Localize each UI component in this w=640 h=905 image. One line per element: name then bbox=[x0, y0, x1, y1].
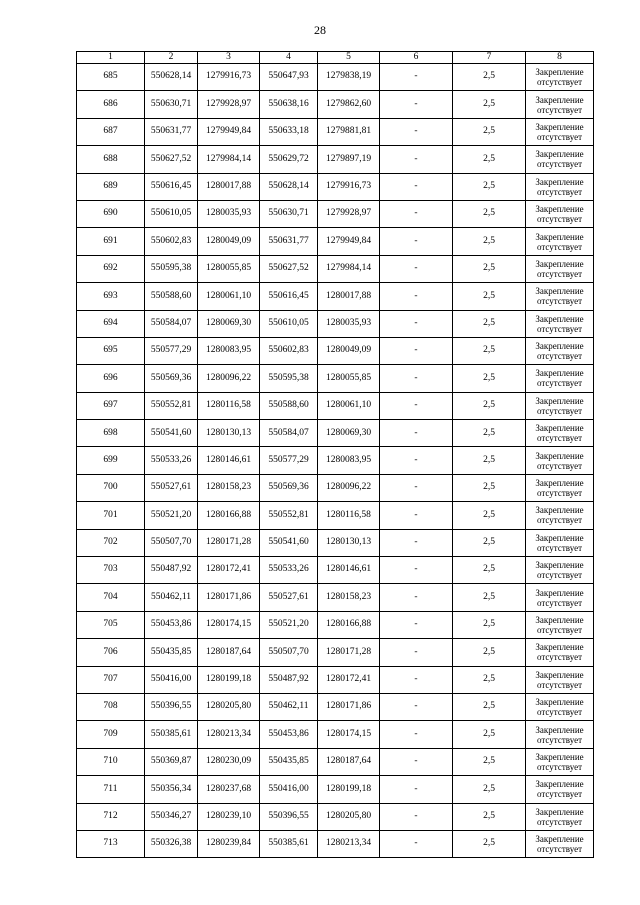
x-coordinate: 550527,61 bbox=[145, 474, 198, 501]
table-row bbox=[77, 666, 594, 693]
x-coordinate-prev: 550647,93 bbox=[260, 64, 318, 91]
table-row bbox=[77, 693, 594, 720]
fixation-note: Закрепление отсутствует bbox=[526, 639, 594, 666]
point-number: 710 bbox=[77, 748, 145, 775]
y-coordinate-prev: 1280049,09 bbox=[318, 337, 380, 364]
x-coordinate-prev: 550396,55 bbox=[260, 803, 318, 830]
point-number: 696 bbox=[77, 365, 145, 392]
x-coordinate-prev: 550577,29 bbox=[260, 447, 318, 474]
x-coordinate-prev: 550521,20 bbox=[260, 611, 318, 638]
fixation-note: Закрепление отсутствует bbox=[526, 228, 594, 255]
column-6-value: - bbox=[380, 420, 453, 447]
accuracy-value: 2,5 bbox=[453, 447, 526, 474]
point-number: 697 bbox=[77, 392, 145, 419]
column-6-value: - bbox=[380, 255, 453, 282]
y-coordinate-prev: 1280174,15 bbox=[318, 721, 380, 748]
point-number: 700 bbox=[77, 474, 145, 501]
accuracy-value: 2,5 bbox=[453, 255, 526, 282]
table-row bbox=[77, 502, 594, 529]
accuracy-value: 2,5 bbox=[453, 474, 526, 501]
fixation-note: Закрепление отсутствует bbox=[526, 64, 594, 91]
y-coordinate: 1279916,73 bbox=[198, 64, 260, 91]
fixation-note: Закрепление отсутствует bbox=[526, 803, 594, 830]
point-number: 706 bbox=[77, 639, 145, 666]
y-coordinate-prev: 1279897,19 bbox=[318, 146, 380, 173]
accuracy-value: 2,5 bbox=[453, 502, 526, 529]
column-6-value: - bbox=[380, 392, 453, 419]
fixation-note: Закрепление отсутствует bbox=[526, 557, 594, 584]
x-coordinate: 550610,05 bbox=[145, 200, 198, 227]
accuracy-value: 2,5 bbox=[453, 146, 526, 173]
y-coordinate-prev: 1279838,19 bbox=[318, 64, 380, 91]
y-coordinate: 1280130,13 bbox=[198, 420, 260, 447]
fixation-note: Закрепление отсутствует bbox=[526, 365, 594, 392]
x-coordinate: 550346,27 bbox=[145, 803, 198, 830]
column-6-value: - bbox=[380, 776, 453, 803]
column-6-value: - bbox=[380, 118, 453, 145]
x-coordinate: 550631,77 bbox=[145, 118, 198, 145]
table-row bbox=[77, 365, 594, 392]
fixation-note: Закрепление отсутствует bbox=[526, 420, 594, 447]
point-number: 704 bbox=[77, 584, 145, 611]
column-6-value: - bbox=[380, 529, 453, 556]
x-coordinate-prev: 550638,16 bbox=[260, 91, 318, 118]
y-coordinate: 1280199,18 bbox=[198, 666, 260, 693]
table-row bbox=[77, 200, 594, 227]
column-6-value: - bbox=[380, 584, 453, 611]
x-coordinate: 550627,52 bbox=[145, 146, 198, 173]
y-coordinate-prev: 1280035,93 bbox=[318, 310, 380, 337]
point-number: 690 bbox=[77, 200, 145, 227]
column-6-value: - bbox=[380, 283, 453, 310]
fixation-note: Закрепление отсутствует bbox=[526, 447, 594, 474]
table-row bbox=[77, 721, 594, 748]
point-number: 689 bbox=[77, 173, 145, 200]
accuracy-value: 2,5 bbox=[453, 420, 526, 447]
column-header-5: 5 bbox=[318, 52, 380, 64]
point-number: 699 bbox=[77, 447, 145, 474]
accuracy-value: 2,5 bbox=[453, 118, 526, 145]
y-coordinate-prev: 1279949,84 bbox=[318, 228, 380, 255]
column-6-value: - bbox=[380, 200, 453, 227]
table-row bbox=[77, 584, 594, 611]
x-coordinate: 550588,60 bbox=[145, 283, 198, 310]
column-6-value: - bbox=[380, 365, 453, 392]
fixation-note: Закрепление отсутствует bbox=[526, 474, 594, 501]
fixation-note: Закрепление отсутствует bbox=[526, 283, 594, 310]
accuracy-value: 2,5 bbox=[453, 584, 526, 611]
x-coordinate-prev: 550533,26 bbox=[260, 557, 318, 584]
y-coordinate-prev: 1280172,41 bbox=[318, 666, 380, 693]
x-coordinate: 550369,87 bbox=[145, 748, 198, 775]
y-coordinate-prev: 1280199,18 bbox=[318, 776, 380, 803]
x-coordinate-prev: 550552,81 bbox=[260, 502, 318, 529]
y-coordinate: 1280055,85 bbox=[198, 255, 260, 282]
table-row bbox=[77, 310, 594, 337]
fixation-note: Закрепление отсутствует bbox=[526, 146, 594, 173]
accuracy-value: 2,5 bbox=[453, 666, 526, 693]
y-coordinate-prev: 1279862,60 bbox=[318, 91, 380, 118]
accuracy-value: 2,5 bbox=[453, 830, 526, 857]
y-coordinate: 1280171,86 bbox=[198, 584, 260, 611]
x-coordinate: 550552,81 bbox=[145, 392, 198, 419]
column-6-value: - bbox=[380, 830, 453, 857]
x-coordinate: 550396,55 bbox=[145, 693, 198, 720]
x-coordinate-prev: 550588,60 bbox=[260, 392, 318, 419]
accuracy-value: 2,5 bbox=[453, 529, 526, 556]
point-number: 702 bbox=[77, 529, 145, 556]
x-coordinate-prev: 550628,14 bbox=[260, 173, 318, 200]
table-row bbox=[77, 146, 594, 173]
y-coordinate: 1280017,88 bbox=[198, 173, 260, 200]
table-row bbox=[77, 337, 594, 364]
table-row bbox=[77, 529, 594, 556]
x-coordinate-prev: 550541,60 bbox=[260, 529, 318, 556]
y-coordinate: 1280171,28 bbox=[198, 529, 260, 556]
page-number: 28 bbox=[314, 23, 326, 37]
column-6-value: - bbox=[380, 337, 453, 364]
point-number: 695 bbox=[77, 337, 145, 364]
y-coordinate: 1279984,14 bbox=[198, 146, 260, 173]
accuracy-value: 2,5 bbox=[453, 639, 526, 666]
column-6-value: - bbox=[380, 474, 453, 501]
table-row bbox=[77, 639, 594, 666]
column-6-value: - bbox=[380, 146, 453, 173]
x-coordinate: 550569,36 bbox=[145, 365, 198, 392]
fixation-note: Закрепление отсутствует bbox=[526, 748, 594, 775]
table-row bbox=[77, 228, 594, 255]
column-header-6: 6 bbox=[380, 52, 453, 64]
x-coordinate-prev: 550453,86 bbox=[260, 721, 318, 748]
column-6-value: - bbox=[380, 639, 453, 666]
header-row bbox=[77, 52, 594, 64]
accuracy-value: 2,5 bbox=[453, 64, 526, 91]
fixation-note: Закрепление отсутствует bbox=[526, 693, 594, 720]
accuracy-value: 2,5 bbox=[453, 611, 526, 638]
column-6-value: - bbox=[380, 173, 453, 200]
x-coordinate-prev: 550610,05 bbox=[260, 310, 318, 337]
accuracy-value: 2,5 bbox=[453, 228, 526, 255]
accuracy-value: 2,5 bbox=[453, 283, 526, 310]
table-body bbox=[77, 64, 594, 858]
y-coordinate: 1279928,97 bbox=[198, 91, 260, 118]
x-coordinate: 550584,07 bbox=[145, 310, 198, 337]
point-number: 693 bbox=[77, 283, 145, 310]
x-coordinate-prev: 550633,18 bbox=[260, 118, 318, 145]
y-coordinate-prev: 1280166,88 bbox=[318, 611, 380, 638]
y-coordinate-prev: 1280213,34 bbox=[318, 830, 380, 857]
x-coordinate-prev: 550629,72 bbox=[260, 146, 318, 173]
column-6-value: - bbox=[380, 557, 453, 584]
fixation-note: Закрепление отсутствует bbox=[526, 611, 594, 638]
y-coordinate: 1280239,84 bbox=[198, 830, 260, 857]
column-6-value: - bbox=[380, 502, 453, 529]
column-header-1: 1 bbox=[77, 52, 145, 64]
x-coordinate-prev: 550602,83 bbox=[260, 337, 318, 364]
y-coordinate: 1279949,84 bbox=[198, 118, 260, 145]
point-number: 686 bbox=[77, 91, 145, 118]
y-coordinate-prev: 1280055,85 bbox=[318, 365, 380, 392]
table-row bbox=[77, 255, 594, 282]
point-number: 698 bbox=[77, 420, 145, 447]
y-coordinate-prev: 1280069,30 bbox=[318, 420, 380, 447]
column-6-value: - bbox=[380, 748, 453, 775]
point-number: 713 bbox=[77, 830, 145, 857]
coordinates-table bbox=[76, 51, 594, 858]
fixation-note: Закрепление отсутствует bbox=[526, 776, 594, 803]
point-number: 694 bbox=[77, 310, 145, 337]
y-coordinate: 1280146,61 bbox=[198, 447, 260, 474]
column-6-value: - bbox=[380, 447, 453, 474]
y-coordinate: 1280230,09 bbox=[198, 748, 260, 775]
x-coordinate-prev: 550631,77 bbox=[260, 228, 318, 255]
table-row bbox=[77, 748, 594, 775]
y-coordinate-prev: 1280205,80 bbox=[318, 803, 380, 830]
y-coordinate: 1280174,15 bbox=[198, 611, 260, 638]
x-coordinate: 550507,70 bbox=[145, 529, 198, 556]
column-6-value: - bbox=[380, 693, 453, 720]
table-row bbox=[77, 776, 594, 803]
x-coordinate: 550595,38 bbox=[145, 255, 198, 282]
y-coordinate-prev: 1280158,23 bbox=[318, 584, 380, 611]
y-coordinate: 1280116,58 bbox=[198, 392, 260, 419]
column-header-2: 2 bbox=[145, 52, 198, 64]
fixation-note: Закрепление отсутствует bbox=[526, 721, 594, 748]
column-header-7: 7 bbox=[453, 52, 526, 64]
accuracy-value: 2,5 bbox=[453, 557, 526, 584]
y-coordinate: 1280239,10 bbox=[198, 803, 260, 830]
column-header-3: 3 bbox=[198, 52, 260, 64]
x-coordinate-prev: 550487,92 bbox=[260, 666, 318, 693]
x-coordinate-prev: 550595,38 bbox=[260, 365, 318, 392]
x-coordinate: 550453,86 bbox=[145, 611, 198, 638]
table-row bbox=[77, 91, 594, 118]
y-coordinate: 1280237,68 bbox=[198, 776, 260, 803]
x-coordinate-prev: 550416,00 bbox=[260, 776, 318, 803]
y-coordinate-prev: 1280083,95 bbox=[318, 447, 380, 474]
table-row bbox=[77, 557, 594, 584]
x-coordinate-prev: 550507,70 bbox=[260, 639, 318, 666]
y-coordinate: 1280158,23 bbox=[198, 474, 260, 501]
table-row bbox=[77, 803, 594, 830]
fixation-note: Закрепление отсутствует bbox=[526, 173, 594, 200]
column-6-value: - bbox=[380, 64, 453, 91]
table-row bbox=[77, 173, 594, 200]
x-coordinate: 550435,85 bbox=[145, 639, 198, 666]
x-coordinate: 550630,71 bbox=[145, 91, 198, 118]
x-coordinate-prev: 550630,71 bbox=[260, 200, 318, 227]
y-coordinate-prev: 1280187,64 bbox=[318, 748, 380, 775]
x-coordinate: 550533,26 bbox=[145, 447, 198, 474]
point-number: 692 bbox=[77, 255, 145, 282]
column-6-value: - bbox=[380, 721, 453, 748]
x-coordinate: 550628,14 bbox=[145, 64, 198, 91]
column-6-value: - bbox=[380, 91, 453, 118]
x-coordinate: 550326,38 bbox=[145, 830, 198, 857]
y-coordinate: 1280213,34 bbox=[198, 721, 260, 748]
column-6-value: - bbox=[380, 803, 453, 830]
accuracy-value: 2,5 bbox=[453, 748, 526, 775]
point-number: 687 bbox=[77, 118, 145, 145]
table-row bbox=[77, 118, 594, 145]
accuracy-value: 2,5 bbox=[453, 173, 526, 200]
y-coordinate: 1280069,30 bbox=[198, 310, 260, 337]
x-coordinate-prev: 550616,45 bbox=[260, 283, 318, 310]
accuracy-value: 2,5 bbox=[453, 721, 526, 748]
accuracy-value: 2,5 bbox=[453, 91, 526, 118]
point-number: 703 bbox=[77, 557, 145, 584]
fixation-note: Закрепление отсутствует bbox=[526, 337, 594, 364]
accuracy-value: 2,5 bbox=[453, 200, 526, 227]
y-coordinate-prev: 1280116,58 bbox=[318, 502, 380, 529]
table-row bbox=[77, 420, 594, 447]
x-coordinate-prev: 550527,61 bbox=[260, 584, 318, 611]
x-coordinate: 550602,83 bbox=[145, 228, 198, 255]
column-6-value: - bbox=[380, 310, 453, 337]
y-coordinate-prev: 1280146,61 bbox=[318, 557, 380, 584]
y-coordinate: 1280205,80 bbox=[198, 693, 260, 720]
table-header bbox=[77, 52, 594, 64]
y-coordinate: 1280035,93 bbox=[198, 200, 260, 227]
table-row bbox=[77, 830, 594, 857]
x-coordinate: 550462,11 bbox=[145, 584, 198, 611]
point-number: 701 bbox=[77, 502, 145, 529]
accuracy-value: 2,5 bbox=[453, 776, 526, 803]
point-number: 709 bbox=[77, 721, 145, 748]
x-coordinate: 550577,29 bbox=[145, 337, 198, 364]
x-coordinate: 550541,60 bbox=[145, 420, 198, 447]
x-coordinate-prev: 550569,36 bbox=[260, 474, 318, 501]
fixation-note: Закрепление отсутствует bbox=[526, 529, 594, 556]
x-coordinate: 550616,45 bbox=[145, 173, 198, 200]
fixation-note: Закрепление отсутствует bbox=[526, 91, 594, 118]
column-6-value: - bbox=[380, 666, 453, 693]
x-coordinate-prev: 550584,07 bbox=[260, 420, 318, 447]
table-row bbox=[77, 474, 594, 501]
column-6-value: - bbox=[380, 611, 453, 638]
fixation-note: Закрепление отсутствует bbox=[526, 200, 594, 227]
y-coordinate: 1280049,09 bbox=[198, 228, 260, 255]
x-coordinate-prev: 550627,52 bbox=[260, 255, 318, 282]
column-header-8: 8 bbox=[526, 52, 594, 64]
y-coordinate-prev: 1280130,13 bbox=[318, 529, 380, 556]
x-coordinate-prev: 550385,61 bbox=[260, 830, 318, 857]
point-number: 688 bbox=[77, 146, 145, 173]
x-coordinate: 550521,20 bbox=[145, 502, 198, 529]
accuracy-value: 2,5 bbox=[453, 365, 526, 392]
fixation-note: Закрепление отсутствует bbox=[526, 502, 594, 529]
y-coordinate: 1280096,22 bbox=[198, 365, 260, 392]
column-6-value: - bbox=[380, 228, 453, 255]
accuracy-value: 2,5 bbox=[453, 392, 526, 419]
y-coordinate-prev: 1280171,86 bbox=[318, 693, 380, 720]
x-coordinate-prev: 550435,85 bbox=[260, 748, 318, 775]
y-coordinate: 1280061,10 bbox=[198, 283, 260, 310]
fixation-note: Закрепление отсутствует bbox=[526, 255, 594, 282]
x-coordinate: 550416,00 bbox=[145, 666, 198, 693]
table-row bbox=[77, 64, 594, 91]
fixation-note: Закрепление отсутствует bbox=[526, 830, 594, 857]
fixation-note: Закрепление отсутствует bbox=[526, 118, 594, 145]
accuracy-value: 2,5 bbox=[453, 693, 526, 720]
x-coordinate-prev: 550462,11 bbox=[260, 693, 318, 720]
y-coordinate-prev: 1280171,28 bbox=[318, 639, 380, 666]
y-coordinate-prev: 1279881,81 bbox=[318, 118, 380, 145]
column-header-4: 4 bbox=[260, 52, 318, 64]
x-coordinate: 550487,92 bbox=[145, 557, 198, 584]
y-coordinate-prev: 1280017,88 bbox=[318, 283, 380, 310]
accuracy-value: 2,5 bbox=[453, 337, 526, 364]
point-number: 711 bbox=[77, 776, 145, 803]
point-number: 685 bbox=[77, 64, 145, 91]
y-coordinate-prev: 1280061,10 bbox=[318, 392, 380, 419]
y-coordinate: 1280172,41 bbox=[198, 557, 260, 584]
point-number: 707 bbox=[77, 666, 145, 693]
fixation-note: Закрепление отсутствует bbox=[526, 392, 594, 419]
fixation-note: Закрепление отсутствует bbox=[526, 666, 594, 693]
point-number: 708 bbox=[77, 693, 145, 720]
table-row bbox=[77, 283, 594, 310]
y-coordinate-prev: 1279928,97 bbox=[318, 200, 380, 227]
fixation-note: Закрепление отсутствует bbox=[526, 584, 594, 611]
table-row bbox=[77, 447, 594, 474]
y-coordinate: 1280166,88 bbox=[198, 502, 260, 529]
y-coordinate-prev: 1279916,73 bbox=[318, 173, 380, 200]
y-coordinate: 1280187,64 bbox=[198, 639, 260, 666]
table-row bbox=[77, 611, 594, 638]
point-number: 705 bbox=[77, 611, 145, 638]
y-coordinate-prev: 1279984,14 bbox=[318, 255, 380, 282]
accuracy-value: 2,5 bbox=[453, 310, 526, 337]
point-number: 691 bbox=[77, 228, 145, 255]
fixation-note: Закрепление отсутствует bbox=[526, 310, 594, 337]
table-row bbox=[77, 392, 594, 419]
y-coordinate: 1280083,95 bbox=[198, 337, 260, 364]
x-coordinate: 550356,34 bbox=[145, 776, 198, 803]
point-number: 712 bbox=[77, 803, 145, 830]
y-coordinate-prev: 1280096,22 bbox=[318, 474, 380, 501]
x-coordinate: 550385,61 bbox=[145, 721, 198, 748]
accuracy-value: 2,5 bbox=[453, 803, 526, 830]
